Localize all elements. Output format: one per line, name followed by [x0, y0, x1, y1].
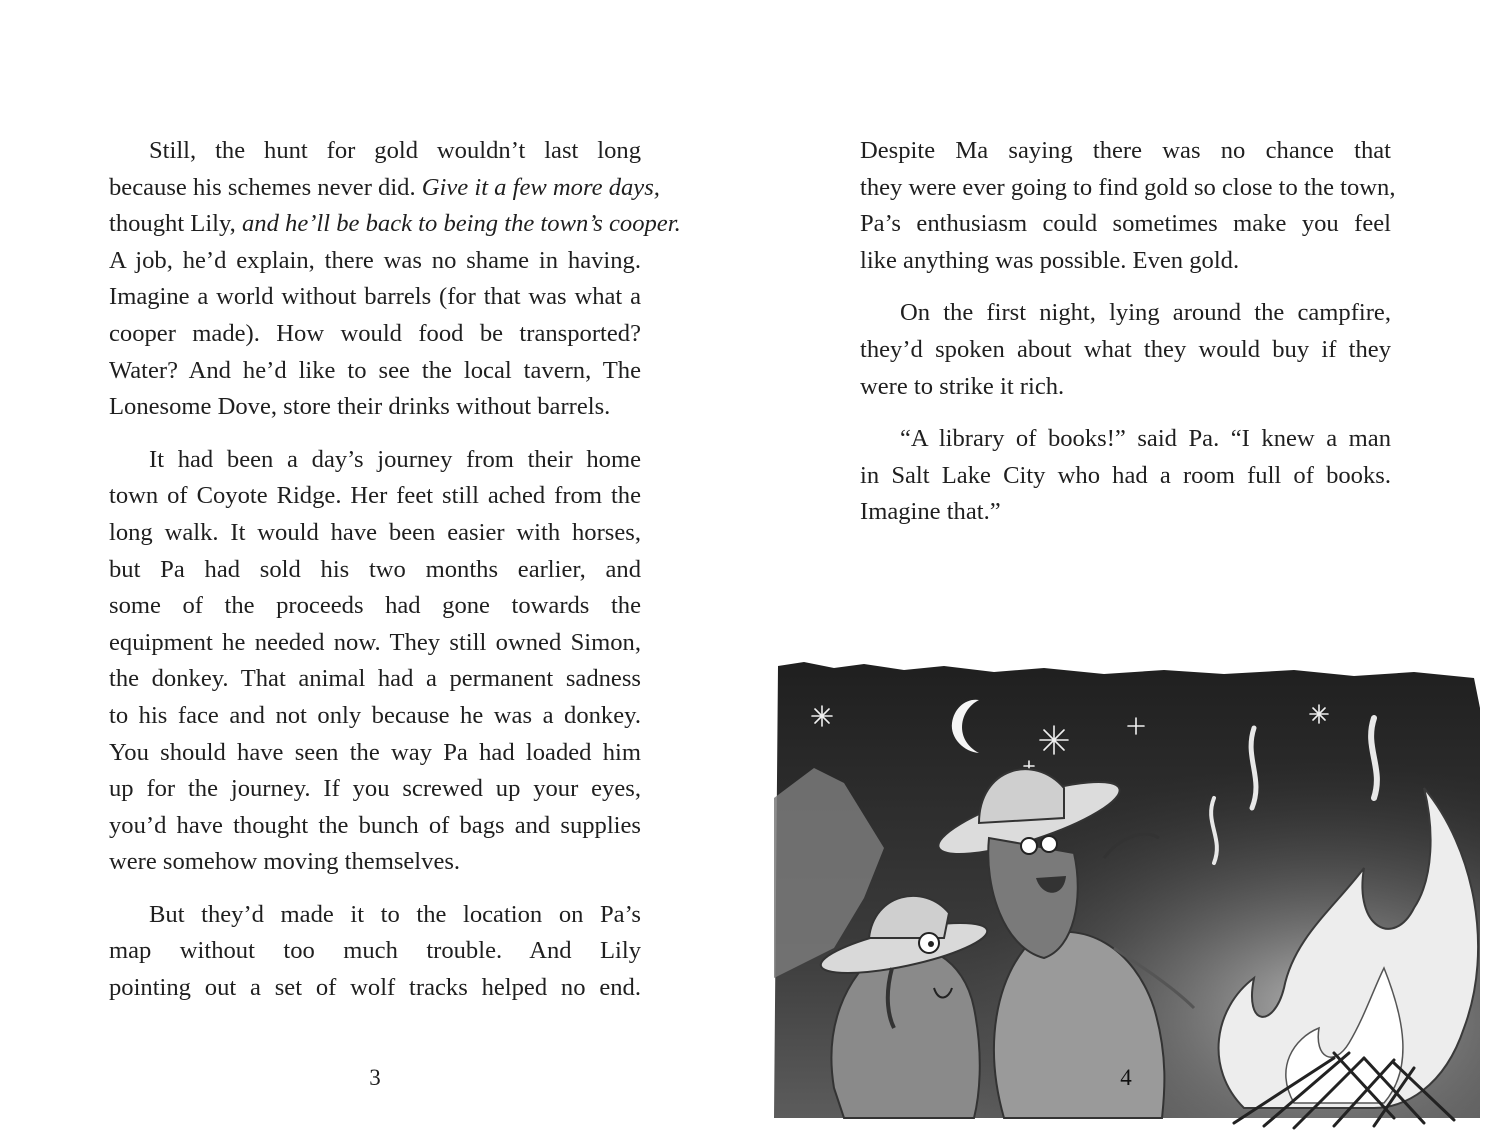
right-text-column [860, 133, 1396, 547]
text-line: Lonesome Dove, store their drinks without barrels. [109, 393, 611, 421]
text-line: were to strike it rich. [860, 372, 1065, 400]
paragraph-2 [109, 442, 641, 881]
text-line: they were ever going to find gold so close to the town, [860, 173, 1396, 201]
italic-run: Give it a few more days, [421, 173, 660, 201]
text-line: You should have seen the way Pa had loaded him [109, 738, 641, 766]
text-line: town of Coyote Ridge. Her feet still ached from the [109, 482, 641, 510]
left-text-column [109, 133, 681, 1023]
italic-run: and he’ll be back to being the town’s cooper. [241, 210, 681, 238]
paragraph-2 [860, 295, 1391, 405]
paragraph-1 [860, 133, 1396, 279]
page-number: 4 [1120, 1065, 1132, 1090]
text-line: you’d have thought the bunch of bags and supplies [109, 811, 641, 839]
text-line: were somehow moving themselves. [109, 848, 461, 876]
text-line: they’d spoken about what they would buy if they [860, 335, 1391, 363]
text-line: up for the journey. If you screwed up your eyes, [109, 775, 641, 803]
text-line: cooper made). How would food be transported? [109, 319, 641, 347]
page-number: 3 [369, 1065, 381, 1090]
text-line: in Salt Lake City who had a room full of books. [860, 461, 1391, 489]
right-page [750, 0, 1500, 1142]
text-line [109, 170, 660, 207]
text-line: the donkey. That animal had a permanent sadness [109, 665, 641, 693]
text-line: some of the proceeds had gone towards the [109, 592, 641, 620]
text-line: but Pa had sold his two months earlier, and [109, 555, 641, 583]
text-line: It had been a day’s journey from their home [149, 445, 641, 473]
text-line: Imagine a world without barrels (for that was what a [109, 283, 641, 311]
text-line [109, 206, 681, 243]
paragraph-3 [109, 897, 641, 1007]
text-run: thought Lily, [109, 210, 242, 238]
text-line: Imagine that.” [860, 498, 1001, 526]
text-line: Still, the hunt for gold wouldn’t last long [149, 137, 641, 164]
text-line: But they’d made it to the location on Pa’s [149, 900, 641, 928]
text-line: Despite Ma saying there was no chance that [860, 137, 1391, 164]
text-line: equipment he needed now. They still owned Simon, [109, 628, 641, 656]
text-line: pointing out a set of wolf tracks helped no end. [109, 974, 641, 1002]
paragraph-3 [860, 421, 1391, 531]
text-line: long walk. It would have been easier with horses, [109, 518, 641, 546]
text-line: map without too much trouble. And Lily [109, 937, 641, 965]
text-line: Pa’s enthusiasm could sometimes make you feel [860, 210, 1391, 238]
text-line: “A library of books!” said Pa. “I knew a man [900, 425, 1391, 453]
text-line: Water? And he’d like to see the local tavern, The [109, 356, 641, 384]
paragraph-1 [109, 133, 681, 426]
text-run: because his schemes never did. [109, 173, 422, 201]
text-line: like anything was possible. Even gold. [860, 246, 1240, 274]
text-line: A job, he’d explain, there was no shame in having. [109, 246, 641, 274]
text-line: On the first night, lying around the campfire, [900, 299, 1391, 327]
text-line: to his face and not only because he was a donkey. [109, 701, 641, 729]
